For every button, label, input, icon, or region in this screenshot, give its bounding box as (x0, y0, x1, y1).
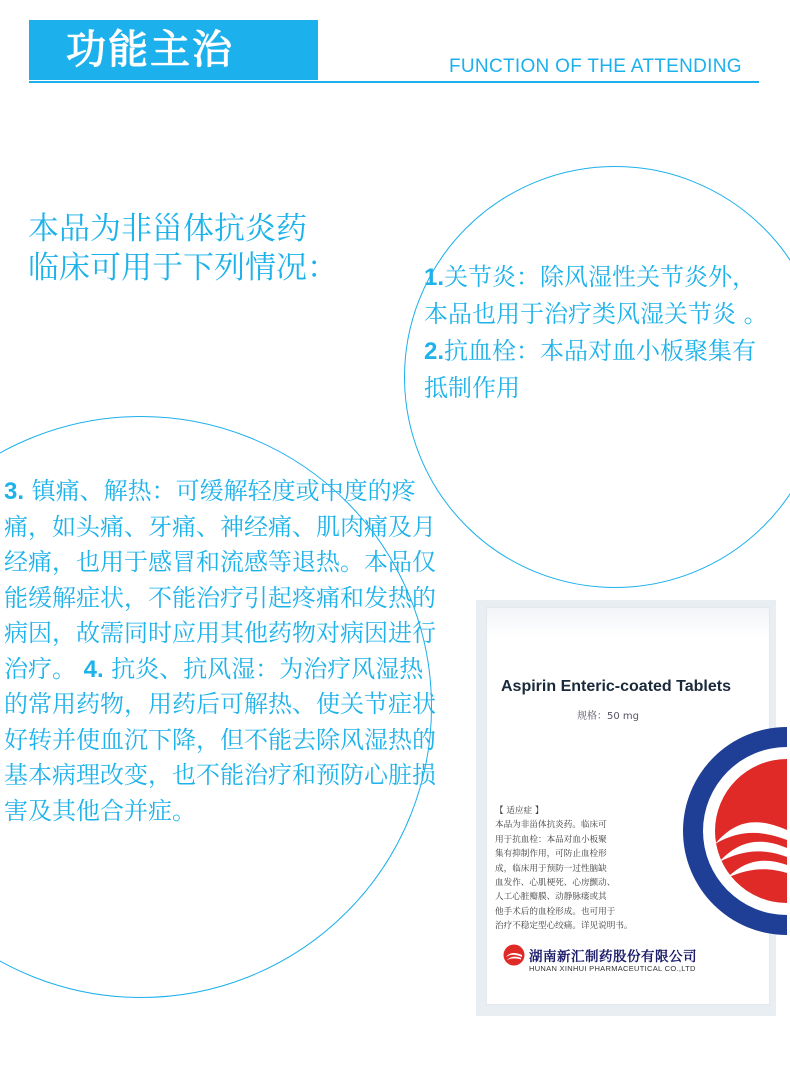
box-indication-line: 成，临床用于预防一过性脑缺 (495, 863, 607, 874)
section-title: 功能主治 (66, 27, 234, 73)
box-indication-line: 他手术后的血栓形成。也可用于 (495, 906, 616, 917)
product-name: Aspirin Enteric-coated Tablets (501, 678, 731, 695)
product-spec: 规格：50 mg (577, 711, 639, 722)
item-text-3: 镇痛、解热：可缓解轻度或中度的疼痛，如头痛、牙痛、神经痛、肌肉痛及月经痛，也用于感冒和流感等退热。本品仅能缓解症状，不能治疗引起疼痛和发热的病因，故需同时应用其他药物对病因进行治疗。 (4, 477, 436, 683)
header-underline (29, 81, 759, 83)
box-indication-line: 集有抑制作用，可防止血栓形 (495, 849, 607, 860)
box-indication-line: 治疗不稳定型心绞痛。详见说明书。 (495, 921, 633, 932)
item-number-1: 1. (424, 264, 445, 291)
item-text-2: 抗血栓：本品对血小板聚集有抵制作用 (424, 337, 757, 402)
section-subtitle: FUNCTION OF THE ATTENDING (449, 56, 742, 77)
item-number-4: 4. (83, 655, 104, 683)
intro-line-1: 本品为非甾体抗炎药 (28, 211, 307, 247)
indication-1-2-text (424, 259, 774, 407)
item-number-2: 2. (424, 338, 445, 365)
box-indication-line: 本品为非甾体抗炎药。临床可 (495, 820, 607, 831)
indication-3-4-text (4, 474, 444, 829)
item-number-3: 3. (4, 478, 25, 505)
item-text-1: 关节炎：除风湿性关节炎外，本品也用于治疗类风湿关节炎 。 (424, 263, 768, 328)
company-name-cn: 湖南新汇制药股份有限公司 (529, 949, 697, 965)
intro-text (28, 210, 338, 288)
brand-swirl-logo-icon (667, 726, 787, 936)
company-logo-icon (503, 944, 525, 966)
box-lid (487, 608, 769, 638)
product-box-image (486, 607, 770, 1005)
intro-line-2: 临床可用于下列情况： (28, 250, 338, 286)
box-indication-line: 【 适应症 】 (495, 806, 544, 816)
company-name-en: HUNAN XINHUI PHARMACEUTICAL CO.,LTD (529, 964, 696, 973)
box-indication-line: 人工心脏瓣膜、动静脉瘘或其 (495, 892, 607, 903)
box-indication-line: 用于抗血栓：本品对血小板聚 (495, 834, 607, 845)
box-indication-line: 血发作、心肌梗死、心房颤动、 (495, 878, 616, 889)
item-text-4: 抗炎、抗风湿：为治疗风湿热的常用药物，用药后可解热、使关节症状好转并使血沉下降，但不能去除风湿热的基本病理改变，也不能治疗和预防心脏损害及其他合并症。 (4, 654, 436, 825)
box-indication-text (495, 804, 685, 934)
